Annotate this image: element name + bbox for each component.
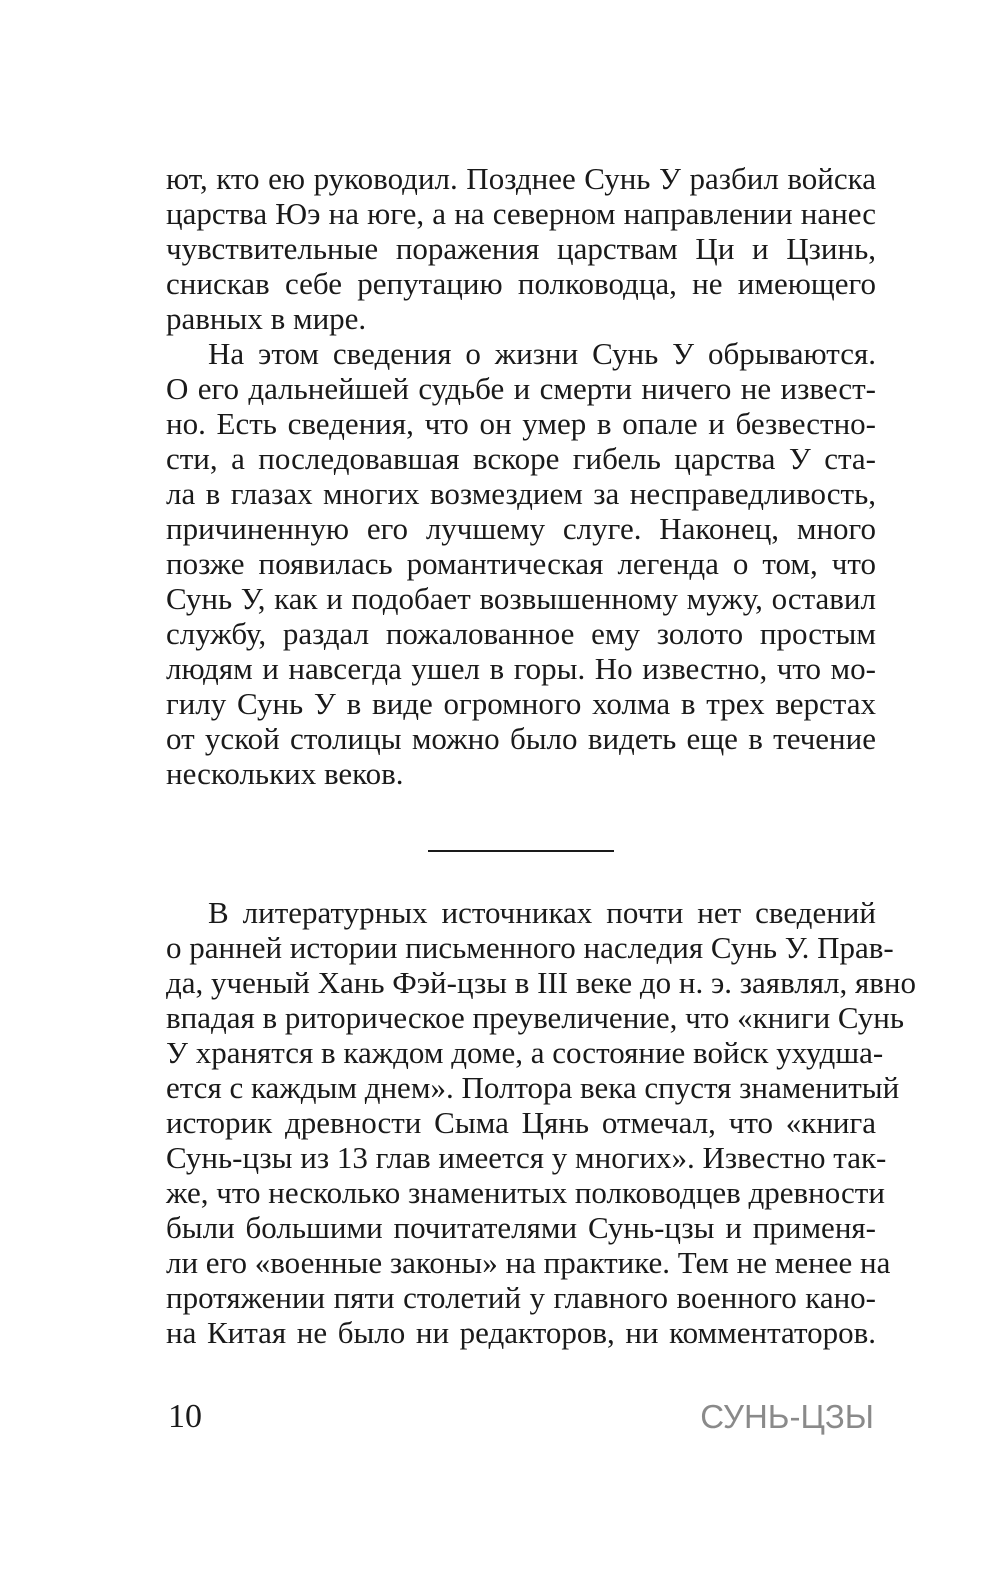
text-line: У хранятся в каждом доме, а состояние войск ухудша- <box>166 1035 884 1070</box>
text-line: людям и навсегда ушел в горы. Но известно, что мо- <box>166 651 876 686</box>
text-line: На этом сведения о жизни Сунь У обрываются. <box>208 336 876 371</box>
text-line: на Китая не было ни редакторов, ни комментаторов. <box>166 1315 876 1350</box>
text-line: протяжении пяти столетий у главного военного кано- <box>166 1280 876 1315</box>
text-line: О его дальнейшей судьбе и смерти ничего не извест- <box>166 371 876 406</box>
running-head-title: СУНЬ-ЦЗЫ <box>700 1398 874 1435</box>
text-line: да, ученый Хань Фэй-цзы в III веке до н. э. заявлял, явно <box>166 965 916 1000</box>
text-line: службу, раздал пожалованное ему золото простым <box>166 616 876 651</box>
text-line: впадая в риторическое преувеличение, что «книги Сунь <box>166 1000 905 1035</box>
text-line: чувствительные поражения царствам Ци и Цзинь, <box>166 231 876 266</box>
text-line: В литературных источниках почти нет сведений <box>208 895 876 930</box>
text-block-top <box>166 161 876 791</box>
text-line: Сунь-цзы из 13 глав имеется у многих». Известно так- <box>166 1140 887 1175</box>
paragraph-2 <box>166 336 876 791</box>
text-line: причиненную его лучшему слуге. Наконец, много <box>166 511 876 546</box>
text-line: историк древности Сыма Цянь отмечал, что «книга <box>166 1105 876 1140</box>
text-line: нескольких веков. <box>166 756 404 791</box>
text-line: сти, а последовавшая вскоре гибель царства У ста- <box>166 441 876 476</box>
text-line: ли его «военные законы» на практике. Тем не менее на <box>166 1245 891 1280</box>
text-block-bottom <box>166 895 916 1350</box>
text-line: но. Есть сведения, что он умер в опале и безвестно- <box>166 406 876 441</box>
text-line: от уской столицы можно было видеть еще в течение <box>166 721 876 756</box>
text-line: о ранней истории письменного наследия Сунь У. Прав- <box>166 930 894 965</box>
text-line: Сунь У, как и подобает возвышенному мужу, оставил <box>166 581 876 616</box>
paragraph-1 <box>166 161 876 336</box>
paragraph-3 <box>166 895 916 1350</box>
section-divider <box>428 850 614 852</box>
text-line: гилу Сунь У в виде огромного холма в трех верстах <box>166 686 876 721</box>
text-line: царства Юэ на юге, а на северном направлении нанес <box>166 196 876 231</box>
text-line: ют, кто ею руководил. Позднее Сунь У разбил войска <box>166 161 876 196</box>
text-line: снискав себе репутацию полководца, не имеющего <box>166 266 876 301</box>
text-line: были большими почитателями Сунь-цзы и применя- <box>166 1210 876 1245</box>
text-line: ется с каждым днем». Полтора века спустя знаменитый <box>166 1070 900 1105</box>
text-line: же, что несколько знаменитых полководцев древности <box>166 1175 885 1210</box>
text-line: позже появилась романтическая легенда о том, что <box>166 546 876 581</box>
page-number: 10 <box>168 1398 202 1435</box>
text-line: равных в мире. <box>166 301 367 336</box>
text-line: ла в глазах многих возмездием за несправедливость, <box>166 476 876 511</box>
